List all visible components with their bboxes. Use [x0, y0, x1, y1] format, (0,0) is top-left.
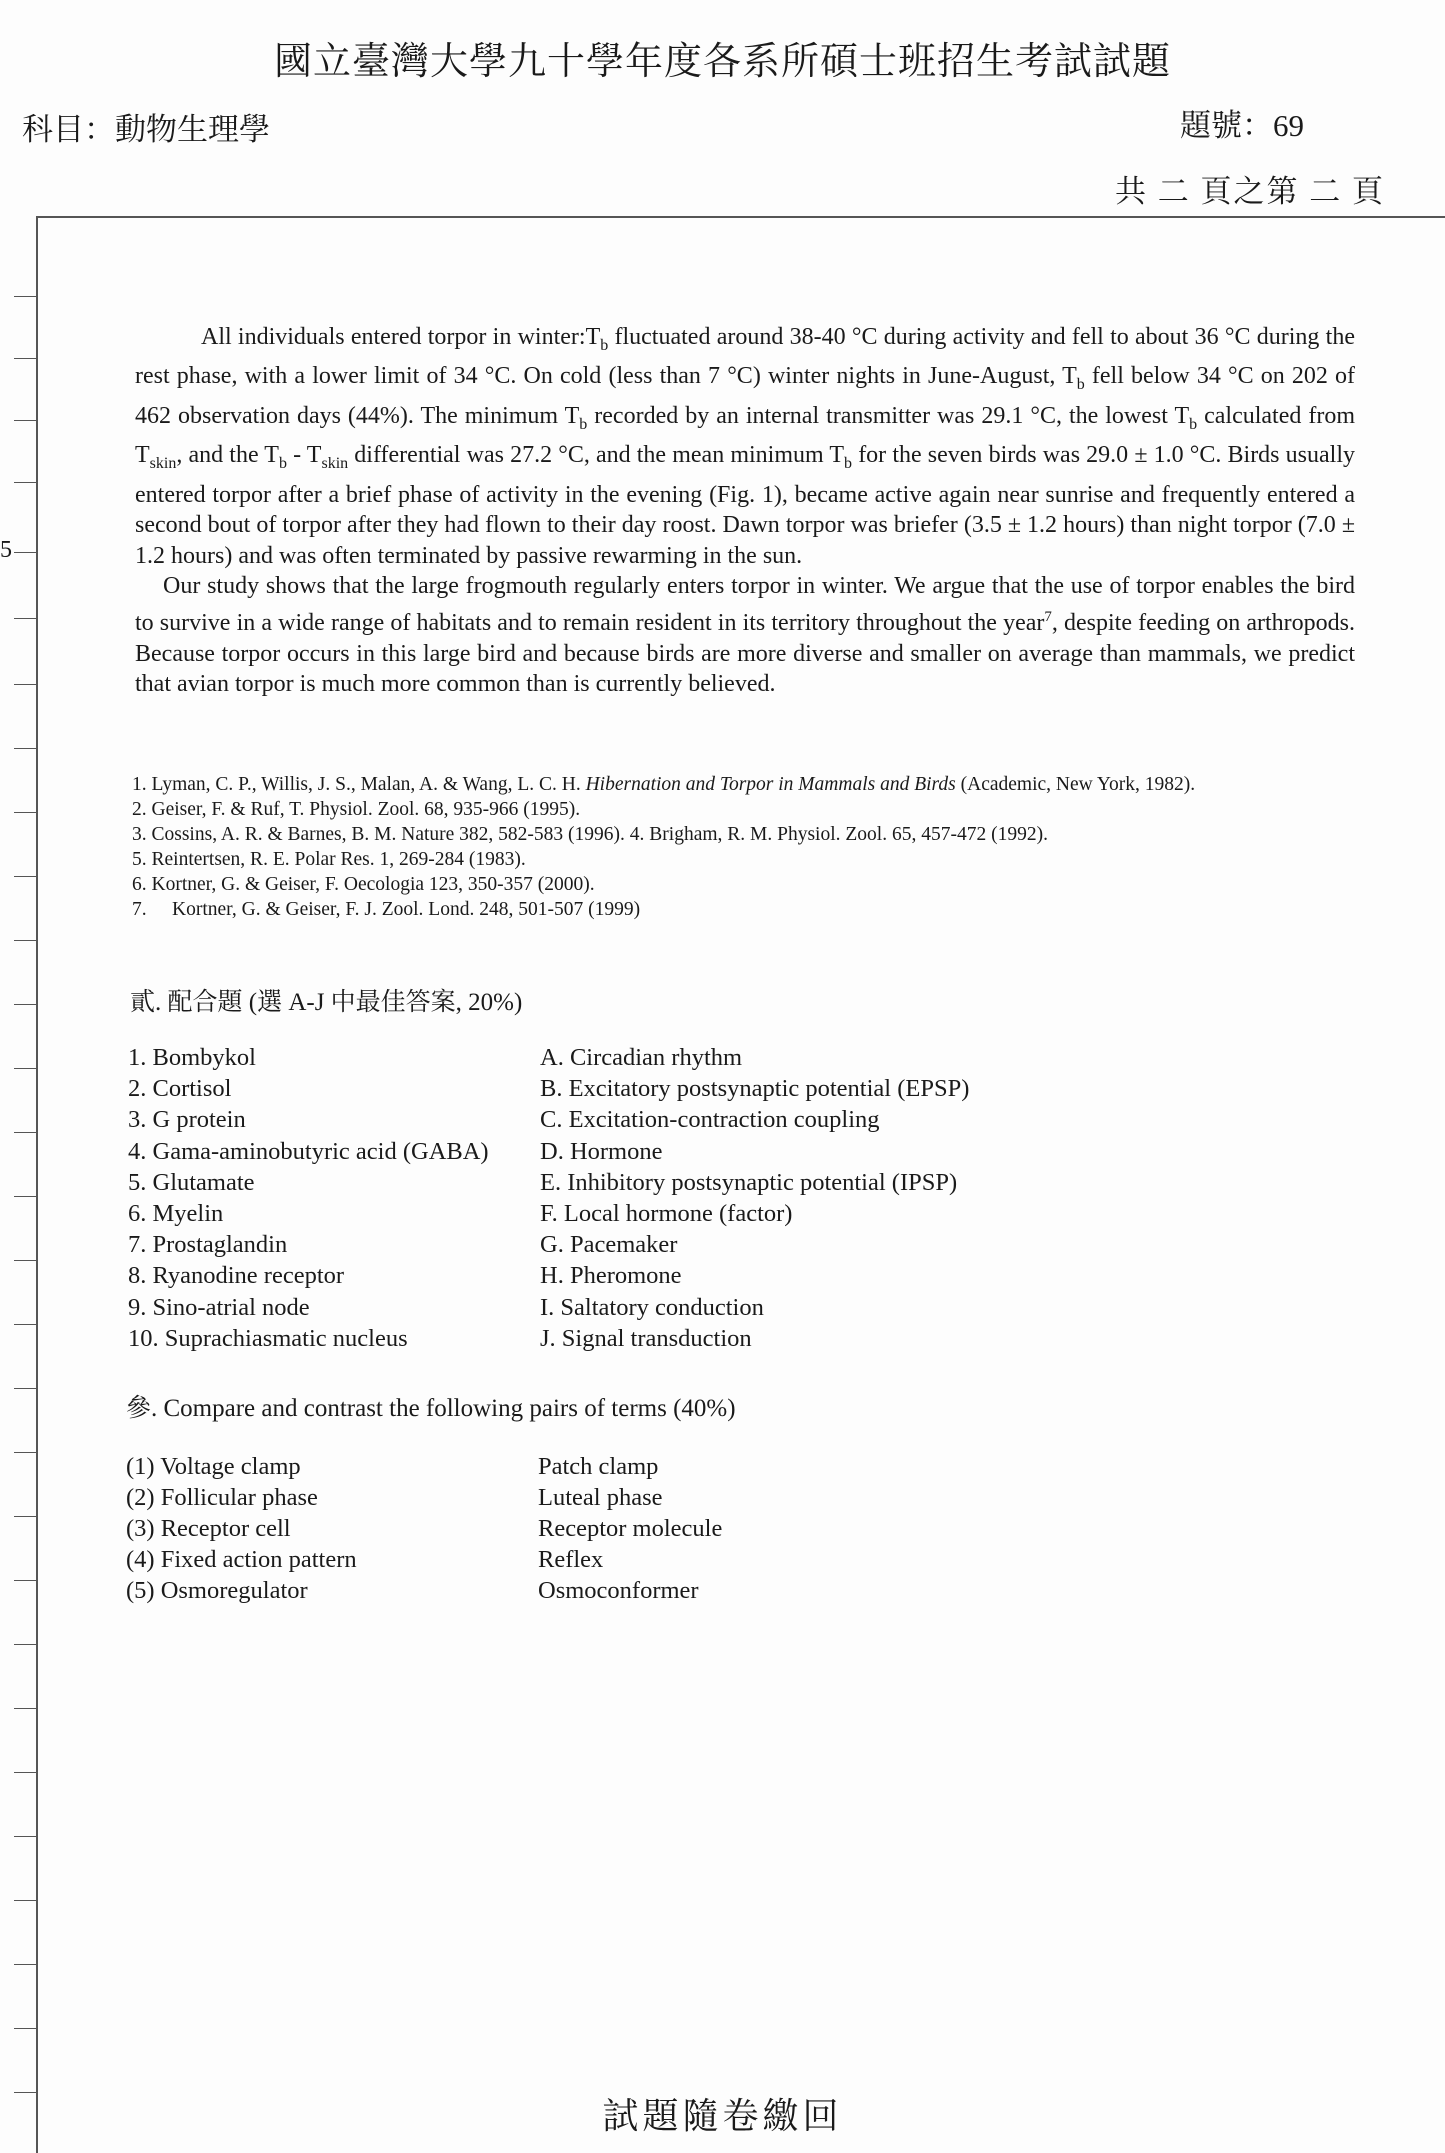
right-item: G. Pacemaker	[540, 1231, 678, 1259]
left-item: 5. Glutamate	[128, 1168, 255, 1196]
margin-tick	[14, 552, 36, 553]
passage	[135, 322, 1355, 700]
passage-paragraph-2	[135, 571, 1355, 699]
list-row	[128, 1104, 969, 1135]
subscript: skin	[321, 454, 349, 472]
list-row	[126, 1544, 722, 1575]
section-2-heading: 貳. 配合題 (選 A-J 中最佳答案, 20%)	[130, 989, 523, 1016]
margin-tick	[14, 1004, 36, 1005]
section-3-heading: 參. Compare and contrast the following pairs of terms (40%)	[126, 1395, 736, 1422]
margin-tick	[14, 1644, 36, 1645]
margin-tick	[14, 1132, 36, 1133]
text-run: calculated from T	[135, 402, 1356, 469]
text-run: , despite feeding on arthropods. Because torpor occurs in this large bird and because birds are more diverse and smaller on average than mammals, we predict that avian torpor is much more common than is currently believed.	[135, 609, 1356, 698]
footer-note: 試題隨卷繳回	[602, 2096, 843, 2136]
right-item: D. Hormone	[540, 1137, 663, 1165]
margin-tick	[14, 1964, 36, 1965]
left-item: 9. Sino-atrial node	[128, 1293, 310, 1321]
text-run: for the seven birds was 29.0 ± 1.0 °C. Birds usually entered torpor after a brief phase of activity in the evening (Fig. 1), became active again near sunrise and frequently entered a second bout of torpor after they had flown to their day roost. Dawn torpor was briefer (3.5 ± 1.2 hours) than night torpor (7.0 ± 1.2 hours) and was often terminated by passive rewarming in the sun.	[135, 442, 1355, 569]
right-item: J. Signal transduction	[540, 1324, 752, 1352]
margin-tick	[14, 1260, 36, 1261]
text-run: differential was 27.2 °C, and the mean minimum T	[348, 442, 845, 469]
list-row	[126, 1451, 722, 1482]
text-run: All individuals entered torpor in winter:T	[201, 324, 601, 350]
right-item: Patch clamp	[538, 1453, 659, 1480]
matching-list	[128, 1042, 969, 1354]
right-item: H. Pheromone	[540, 1262, 682, 1290]
margin-tick	[14, 748, 36, 749]
right-item: A. Circadian rhythm	[540, 1044, 743, 1071]
list-row	[128, 1292, 969, 1323]
subscript: b	[600, 336, 609, 354]
text-run: , and the T	[176, 442, 279, 469]
reference-number: 7.	[132, 899, 147, 920]
reference-item: 6. Kortner, G. & Geiser, F. Oecologia 123, 350-357 (2000).	[132, 874, 595, 895]
subscript: b	[1076, 376, 1085, 394]
right-item: I. Saltatory conduction	[540, 1293, 764, 1321]
right-item: B. Excitatory postsynaptic potential (EPSP)	[540, 1075, 970, 1103]
list-row	[128, 1136, 969, 1167]
left-item: 7. Prostaglandin	[128, 1231, 288, 1259]
subscript: b	[579, 415, 588, 433]
text-run: Our study shows that the large frogmouth regularly enters torpor in winter. We argue that the use of torpor enables the bird to survive in a wide range of habitats and to remain resident in its territory throughout the year	[135, 573, 1355, 636]
margin-tick	[14, 1836, 36, 1837]
margin-tick	[14, 812, 36, 813]
margin-tick	[14, 1388, 36, 1389]
superscript: 7	[1044, 608, 1052, 625]
right-item: Osmoconformer	[538, 1577, 699, 1604]
reference-list	[132, 772, 1357, 922]
margin-tick	[14, 1772, 36, 1773]
list-row	[128, 1042, 969, 1073]
text-run: fell below 34 °C on 202 of 462 observation days (44%). The minimum T	[135, 363, 1356, 429]
margin-tick	[14, 1452, 36, 1453]
subscript: skin	[149, 454, 177, 472]
text-run: 1. Lyman, C. P., Willis, J. S., Malan, A. & Wang, L. C. H.	[132, 774, 586, 795]
margin-tick	[14, 876, 36, 877]
list-row	[126, 1513, 722, 1544]
list-row	[128, 1198, 969, 1229]
subscript: b	[844, 454, 853, 472]
reference-item	[132, 897, 1357, 922]
margin-tick	[14, 618, 36, 619]
left-item: (5) Osmoregulator	[126, 1577, 308, 1604]
right-item: Reflex	[538, 1546, 604, 1573]
margin-tick	[14, 1580, 36, 1581]
right-item: C. Excitation-contraction coupling	[540, 1106, 880, 1134]
left-item: (4) Fixed action pattern	[126, 1546, 357, 1573]
left-item: (2) Follicular phase	[126, 1484, 318, 1511]
page-info: 共 二 頁之第 二 頁	[1115, 174, 1385, 209]
right-item: Receptor molecule	[538, 1515, 723, 1542]
list-row	[128, 1229, 969, 1260]
text-run: fluctuated around 38-40 °C during activity and fell to about 36 °C during the rest phase, with a lower limit of 34 °C. On cold (less than 7 °C) winter nights in June-August, T	[135, 324, 1355, 390]
list-row	[126, 1482, 722, 1513]
left-item: (1) Voltage clamp	[126, 1453, 301, 1480]
left-item: 4. Gama-aminobutyric acid (GABA)	[128, 1137, 489, 1165]
reference-item: 3. Cossins, A. R. & Barnes, B. M. Nature 382, 582-583 (1996). 4. Brigham, R. M. Physiol. Zool. 65, 457-472 (1992).	[132, 824, 1048, 845]
left-item: 3. G protein	[128, 1106, 246, 1134]
left-item: 6. Myelin	[128, 1200, 224, 1228]
left-item: 8. Ryanodine receptor	[128, 1262, 345, 1290]
exam-title: 國立臺灣大學九十學年度各系所碩士班招生考試試題	[273, 41, 1171, 83]
subscript: b	[1189, 415, 1198, 433]
margin-tick	[14, 1516, 36, 1517]
list-row	[128, 1260, 969, 1291]
left-item: (3) Receptor cell	[126, 1515, 291, 1542]
reference-item: 2. Geiser, F. & Ruf, T. Physiol. Zool. 68, 935-966 (1995).	[132, 799, 581, 820]
margin-tick	[14, 684, 36, 685]
margin-tick	[14, 420, 36, 421]
list-row	[128, 1323, 969, 1354]
right-item: E. Inhibitory postsynaptic potential (IPSP)	[540, 1168, 958, 1196]
text-run: Kortner, G. & Geiser, F. J. Zool. Lond. 248, 501-507 (1999)	[172, 899, 641, 920]
reference-item	[132, 772, 1357, 797]
passage-paragraph-1	[135, 322, 1355, 571]
subject-label: 科目：動物生理學	[22, 112, 270, 147]
margin-tick	[14, 1196, 36, 1197]
left-item: 10. Suprachiasmatic nucleus	[128, 1324, 408, 1352]
reference-item: 5. Reintertsen, R. E. Polar Res. 1, 269-284 (1983).	[132, 849, 526, 870]
margin-tick	[14, 1708, 36, 1709]
margin-tick	[14, 2028, 36, 2029]
list-row	[128, 1167, 969, 1198]
book-title: Hibernation and Torpor in Mammals and Birds	[585, 774, 956, 795]
text-run: recorded by an internal transmitter was 29.1 °C, the lowest T	[587, 402, 1190, 429]
list-row	[128, 1073, 969, 1104]
margin-tick	[14, 1068, 36, 1069]
left-item: 1. Bombykol	[128, 1044, 256, 1071]
margin-tick	[14, 296, 36, 297]
margin-tick	[14, 482, 36, 483]
left-item: 2. Cortisol	[128, 1075, 232, 1103]
question-number: 題號：69	[1180, 108, 1304, 143]
margin-tick	[14, 358, 36, 359]
list-row	[126, 1575, 722, 1606]
text-run: (Academic, New York, 1982).	[955, 774, 1196, 795]
margin-tick	[14, 940, 36, 941]
margin-tick	[14, 1324, 36, 1325]
margin-tick	[14, 1900, 36, 1901]
term-pairs-list	[126, 1451, 722, 1606]
margin-mark: 5	[0, 537, 12, 563]
right-item: F. Local hormone (factor)	[540, 1200, 793, 1228]
right-item: Luteal phase	[538, 1484, 663, 1511]
subscript: b	[278, 454, 287, 472]
text-run: - T	[286, 442, 322, 469]
